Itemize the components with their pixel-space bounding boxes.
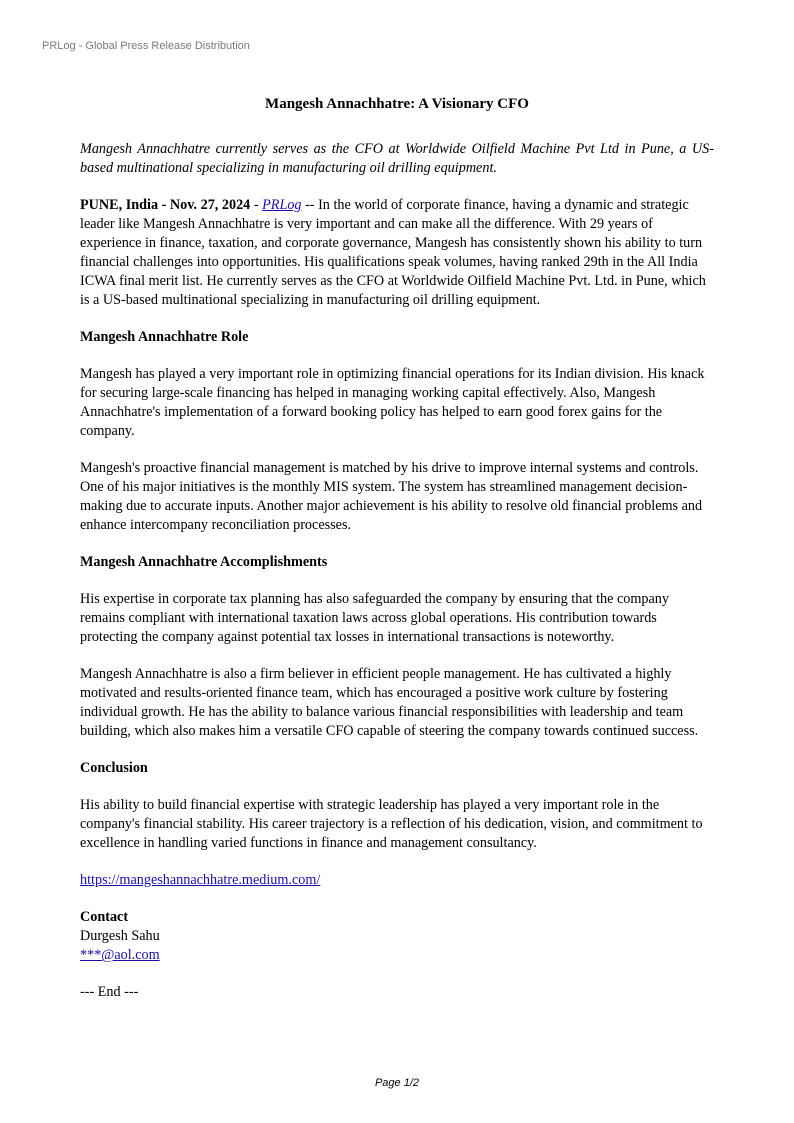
header-source: PRLog - Global Press Release Distribution xyxy=(42,40,250,52)
role-paragraph-2: Mangesh's proactive financial management is matched by his drive to improve internal systems and controls. One of his major initiatives is the monthly MIS system. The system has streamlined management decision-making due to accurate inputs. Another major achievement is his ability to resolve old financial problems and enhance intercompany reconciliation processes. xyxy=(80,460,703,533)
contact-email-link[interactable]: ***@aol.com xyxy=(80,947,160,963)
accomplishments-paragraph-2: Mangesh Annachhatre is also a firm believer in efficient people management. He has cultivated a highly motivated and results-oriented finance team, which has encouraged a positive work culture by fostering individual growth. He has the ability to balance various financial responsibilities with leadership and team building, which also makes him a versatile CFO capable of steering the company towards continued success. xyxy=(80,666,699,739)
role-paragraph-1: Mangesh has played a very important role in optimizing financial operations for its Indian division. His knack for securing large-scale financing has helped in managing working capital effectively. Also, Mangesh Annachhatre's implementation of a forward booking policy has helped to earn good forex gains for the company. xyxy=(80,366,705,439)
medium-link-paragraph xyxy=(80,871,714,890)
medium-link[interactable]: https://mangeshannachhatre.medium.com/ xyxy=(80,872,321,888)
dateline-separator: - xyxy=(250,197,263,213)
contact-name: Durgesh Sahu xyxy=(80,928,160,944)
article-body xyxy=(80,140,714,1020)
dateline-paragraph xyxy=(80,196,714,310)
prlog-link[interactable] xyxy=(262,197,301,213)
prlog-link-text: PRLog xyxy=(262,197,302,213)
accomplishments-heading: Mangesh Annachhatre Accomplishments xyxy=(80,554,328,570)
accomplishments-paragraph-1: His expertise in corporate tax planning has also safeguarded the company by ensuring that the company remains compliant with international taxation laws across global operations. His contribution towards protecting the company against potential tax losses in international transactions is noteworthy. xyxy=(80,591,669,645)
page-number: Page 1/2 xyxy=(374,1077,420,1089)
page-title: Mangesh Annachhatre: A Visionary CFO xyxy=(265,96,529,112)
contact-block xyxy=(80,908,714,965)
dateline-text: -- In the world of corporate finance, having a dynamic and strategic leader like Mangesh Annachhatre is very important and can make all the difference. With 29 years of experience in finance, taxation, and corporate governance, Mangesh has consistently shown his ability to turn financial challenges into opportunities. His qualifications speak volumes, having ranked 29th in the All India ICWA final merit list. He currently serves as the CFO at Worldwide Oilfield Machine Pvt. Ltd. in Pune, which is a US-based multinational specializing in manufacturing oil drilling equipment. xyxy=(80,197,706,308)
conclusion-heading: Conclusion xyxy=(80,760,148,776)
dateline-location-date: PUNE, India - Nov. 27, 2024 xyxy=(80,197,251,213)
summary: Mangesh Annachhatre currently serves as the CFO at Worldwide Oilfield Machine Pvt Ltd in Pune, a US-based multinational specializing in manufacturing oil drilling equipment. xyxy=(80,141,714,176)
contact-heading: Contact xyxy=(80,909,129,925)
end-marker: --- End --- xyxy=(80,984,139,1000)
conclusion-paragraph: His ability to build financial expertise with strategic leadership has played a very important role in the company's financial stability. His career trajectory is a reflection of his dedication, vision, and commitment to excellence in handling varied functions in finance and management consultancy. xyxy=(80,797,703,851)
role-heading: Mangesh Annachhatre Role xyxy=(80,329,249,345)
